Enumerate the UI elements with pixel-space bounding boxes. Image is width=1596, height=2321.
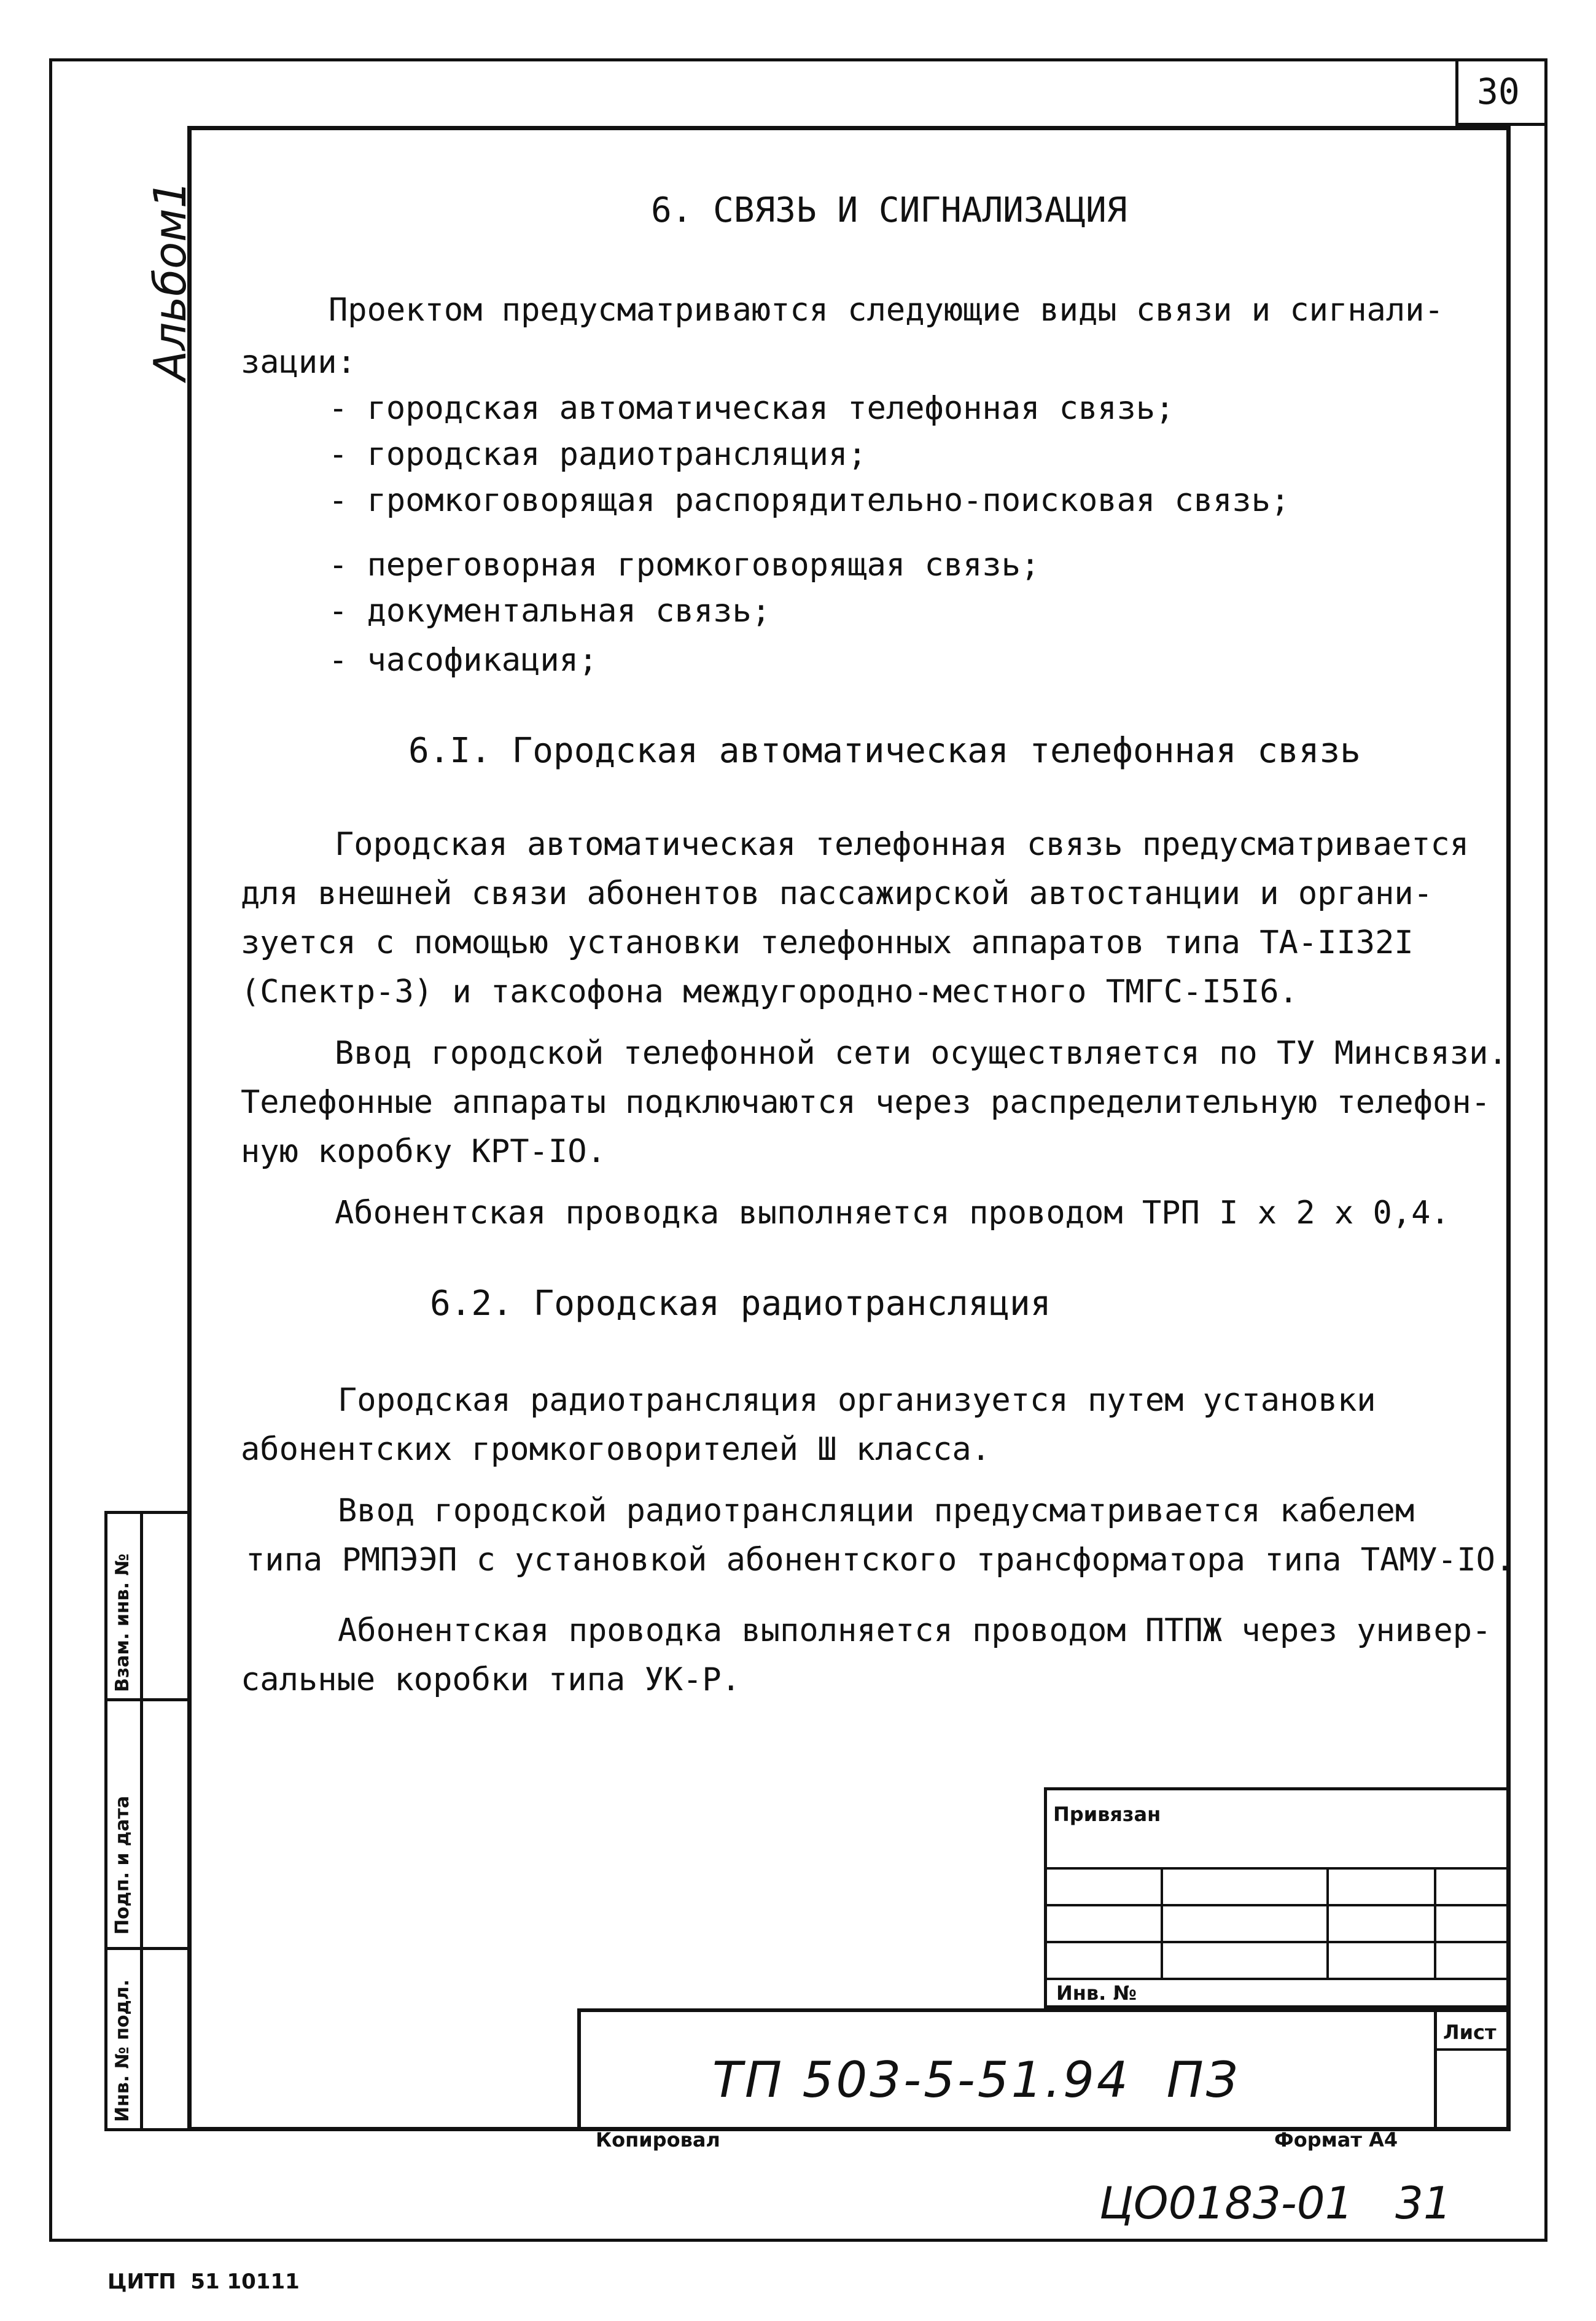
table-col-line bbox=[1326, 1867, 1329, 1978]
paragraph-line: зуется с помощью установки телефонных аппаратов типа ТА-II32I bbox=[241, 924, 1414, 961]
list-item: - громкоговорящая распорядительно-поисковая связь; bbox=[329, 482, 1290, 519]
privyazan-label: Привязан bbox=[1053, 1803, 1161, 1826]
vzam-inv-label: Взам. инв. № bbox=[112, 1553, 133, 1692]
table-row-line bbox=[1044, 1867, 1511, 1870]
table-row-line bbox=[1044, 1904, 1511, 1906]
kopiroval-label: Копировал bbox=[596, 2128, 720, 2151]
side-stamp-row-line bbox=[104, 1698, 190, 1701]
list-column-line bbox=[1434, 2008, 1437, 2131]
paragraph-line: ную коробку КРТ-IO. bbox=[241, 1133, 606, 1170]
section-title: 6.2. Городская радиотрансляция bbox=[430, 1284, 1051, 1324]
printer-code: ЦИТП 51 10111 bbox=[107, 2269, 300, 2294]
paragraph-line: Телефонные аппараты подключаются через распределительную телефон- bbox=[241, 1084, 1490, 1121]
list-item: - часофикация; bbox=[329, 642, 598, 679]
document-designation: ТП 503-5-51.94 ПЗ bbox=[712, 2051, 1240, 2108]
paragraph-line: Ввод городской радиотрансляции предусматривается кабелем bbox=[338, 1492, 1415, 1529]
page-heading: 6. СВЯЗЬ И СИГНАЛИЗАЦИЯ bbox=[651, 190, 1127, 230]
side-stamp-row-line bbox=[104, 1947, 190, 1950]
table-row-line bbox=[1044, 1941, 1511, 1943]
list-item: - городская автоматическая телефонная связь; bbox=[329, 390, 1175, 427]
inv-podl-label: Инв. № подл. bbox=[112, 1979, 133, 2122]
table-col-line bbox=[1161, 1867, 1163, 1978]
list-label: Лист bbox=[1443, 2021, 1497, 2044]
table-row-line bbox=[1044, 1978, 1511, 1980]
album-label: Альбом1 bbox=[144, 180, 196, 381]
paragraph-line: Городская радиотрансляция организуется путем установки bbox=[338, 1382, 1376, 1419]
handwritten-number: ЦО0183-01 31 bbox=[1099, 2177, 1452, 2229]
paragraph-line: сальные коробки типа УК-Р. bbox=[241, 1661, 741, 1698]
list-item: - переговорная громкоговорящая связь; bbox=[329, 547, 1040, 583]
list-item: - документальная связь; bbox=[329, 593, 771, 630]
paragraph-line: Ввод городской телефонной сети осуществляется по ТУ Минсвязи. bbox=[335, 1035, 1508, 1072]
paragraph-line: Городская автоматическая телефонная связь предусматривается bbox=[335, 826, 1469, 863]
paragraph-line: абонентских громкоговорителей Ш класса. bbox=[241, 1431, 991, 1468]
paragraph-line: Абонентская проводка выполняется проводом ТРП I x 2 x 0,4. bbox=[335, 1195, 1450, 1231]
list-header-line bbox=[1434, 2048, 1511, 2051]
page-number: 30 bbox=[1477, 71, 1520, 112]
paragraph-line: типа РМПЭЭП с установкой абонентского трансформатора типа ТАМУ-IO. bbox=[246, 1542, 1515, 1578]
intro-line-2: зации: bbox=[241, 344, 356, 381]
paragraph-line: для внешней связи абонентов пассажирской автостанции и органи- bbox=[241, 875, 1433, 912]
list-item: - городская радиотрансляция; bbox=[329, 436, 867, 473]
inv-no-label: Инв. № bbox=[1056, 1981, 1137, 2005]
podp-data-label: Подп. и дата bbox=[112, 1795, 133, 1935]
table-col-line bbox=[1434, 1867, 1436, 1978]
intro-line-1: Проектом предусматриваются следующие виды связи и сигнали- bbox=[329, 292, 1444, 329]
side-stamp-divider bbox=[140, 1511, 143, 2131]
section-title: 6.I. Городская автоматическая телефонная связь bbox=[408, 731, 1361, 771]
paragraph-line: (Спектр-3) и таксофона междугородно-местного ТМГС-I5I6. bbox=[241, 973, 1298, 1010]
format-label: Формат А4 bbox=[1274, 2128, 1398, 2151]
paragraph-line: Абонентская проводка выполняется проводом ПТПЖ через универ- bbox=[338, 1612, 1492, 1649]
